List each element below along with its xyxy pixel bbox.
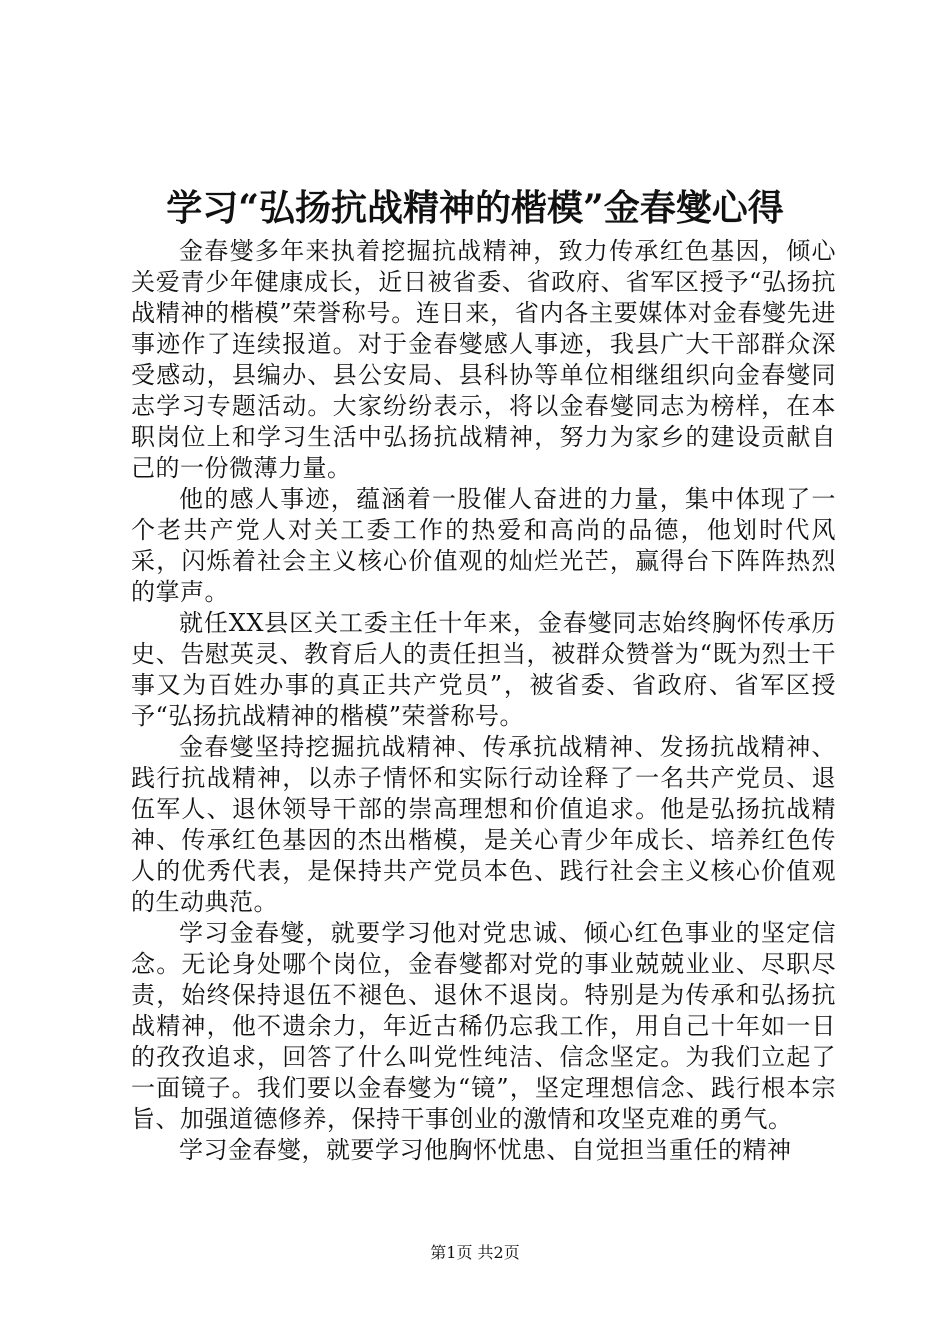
paragraph-4: 金春燮坚持挖掘抗战精神、传承抗战精神、发扬抗战精神、践行抗战精神，以赤子情怀和实际行动诠释了一名共产党员、退伍军人、退休领导干部的崇高理想和价值追求。他是弘扬抗战精神、传承红色基因的杰出楷模，是关心青少年成长、培养红色传人的优秀代表，是保持共产党员本色、践行社会主义核心价值观的生动典范。 <box>131 733 836 916</box>
page-number-footer: 第1页 共2页 <box>430 1243 520 1262</box>
paragraph-5: 学习金春燮，就要学习他对党忠诚、倾心红色事业的坚定信念。无论身处哪个岗位，金春燮都对党的事业兢兢业业、尽职尽责，始终保持退伍不褪色、退休不退岗。特别是为传承和弘扬抗战精神，他不遗余力，年近古稀仍忘我工作，用自己十年如一日的孜孜追求，回答了什么叫党性纯洁、信念坚定。为我们立起了一面镜子。我们要以金春燮为“镜”，坚定理想信念、践行根本宗旨、加强道德修养，保持干事创业的激情和攻坚克难的勇气。 <box>131 919 836 1133</box>
paragraph-1: 金春燮多年来执着挖掘抗战精神，致力传承红色基因，倾心关爱青少年健康成长，近日被省委、省政府、省军区授予“弘扬抗战精神的楷模”荣誉称号。连日来，省内各主要媒体对金春燮先进事迹作了连续报道。对于金春燮感人事迹，我县广大干部群众深受感动，县编办、县公安局、县科协等单位相继组织向金春燮同志学习专题活动。大家纷纷表示，将以金春燮同志为榜样，在本职岗位上和学习生活中弘扬抗战精神，努力为家乡的建设贡献自己的一份微薄力量。 <box>131 237 836 482</box>
document-body <box>131 236 836 1166</box>
paragraph-2: 他的感人事迹，蕴涵着一股催人奋进的力量，集中体现了一个老共产党人对关工委工作的热爱和高尚的品德，他划时代风采，闪烁着社会主义核心价值观的灿烂光芒，赢得台下阵阵热烈的掌声。 <box>131 485 836 606</box>
document-title: 学习“弘扬抗战精神的楷模”金春燮心得 <box>166 187 784 229</box>
paragraph-6: 学习金春燮，就要学习他胸怀忧患、自觉担当重任的精神 <box>179 1136 792 1164</box>
paragraph-3: 就任XX县区关工委主任十年来，金春燮同志始终胸怀传承历史、告慰英灵、教育后人的责任担当，被群众赞誉为“既为烈士干事又为百姓办事的真正共产党员”，被省委、省政府、省军区授予“弘扬抗战精神的楷模”荣誉称号。 <box>131 609 836 730</box>
